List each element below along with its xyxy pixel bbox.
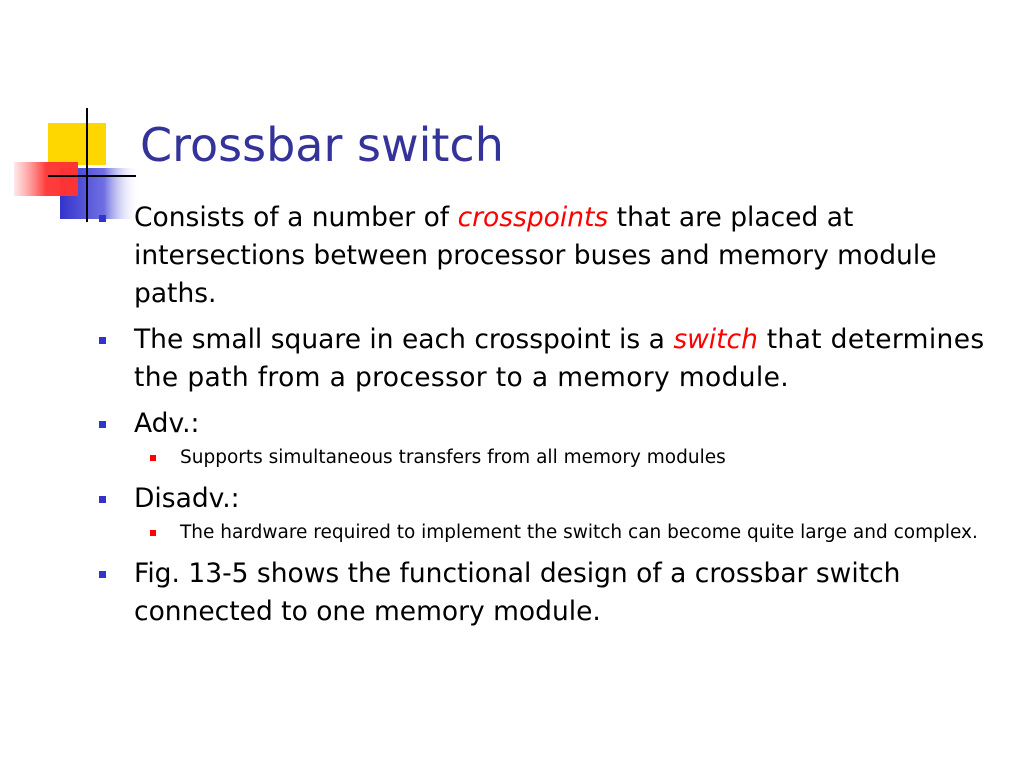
emphasis-text: crosspoints bbox=[457, 202, 609, 233]
bullet-text: Fig. 13-5 shows the functional design of a crossbar switch connected to one memory module. bbox=[134, 558, 901, 627]
bullet-item bbox=[96, 199, 1006, 313]
square-bullet-icon bbox=[99, 571, 106, 578]
bullet-item bbox=[96, 555, 1006, 631]
red-square bbox=[14, 162, 78, 196]
bullet-text: The small square in each crosspoint is a bbox=[134, 324, 674, 355]
square-bullet-icon bbox=[99, 337, 106, 344]
bullet-list bbox=[96, 199, 1006, 631]
bullet-item bbox=[96, 321, 1006, 397]
emphasis-text: switch bbox=[673, 324, 758, 355]
sub-bullet-item bbox=[96, 444, 1006, 472]
sub-bullet-item bbox=[96, 519, 1006, 547]
sub-bullet-text: The hardware required to implement the switch can become quite large and complex. bbox=[180, 522, 978, 543]
bullet-item bbox=[96, 480, 1006, 518]
square-bullet-icon bbox=[150, 530, 156, 536]
bullet-text: Adv.: bbox=[134, 408, 200, 439]
square-bullet-icon bbox=[99, 215, 106, 222]
square-bullet-icon bbox=[99, 421, 106, 428]
bullet-item bbox=[96, 405, 1006, 443]
bullet-text: that are placed at intersections between processor buses and memory module paths. bbox=[134, 202, 937, 309]
slide-title: Crossbar switch bbox=[140, 118, 504, 172]
bullet-text: Consists of a number of bbox=[134, 202, 458, 233]
square-bullet-icon bbox=[99, 496, 106, 503]
yellow-square bbox=[48, 123, 106, 165]
square-bullet-icon bbox=[150, 455, 156, 461]
bullet-text: Disadv.: bbox=[134, 483, 240, 514]
bullet-text: that determines the path from a processor to a memory module. bbox=[134, 324, 985, 393]
sub-bullet-text: Supports simultaneous transfers from all memory modules bbox=[180, 447, 726, 468]
